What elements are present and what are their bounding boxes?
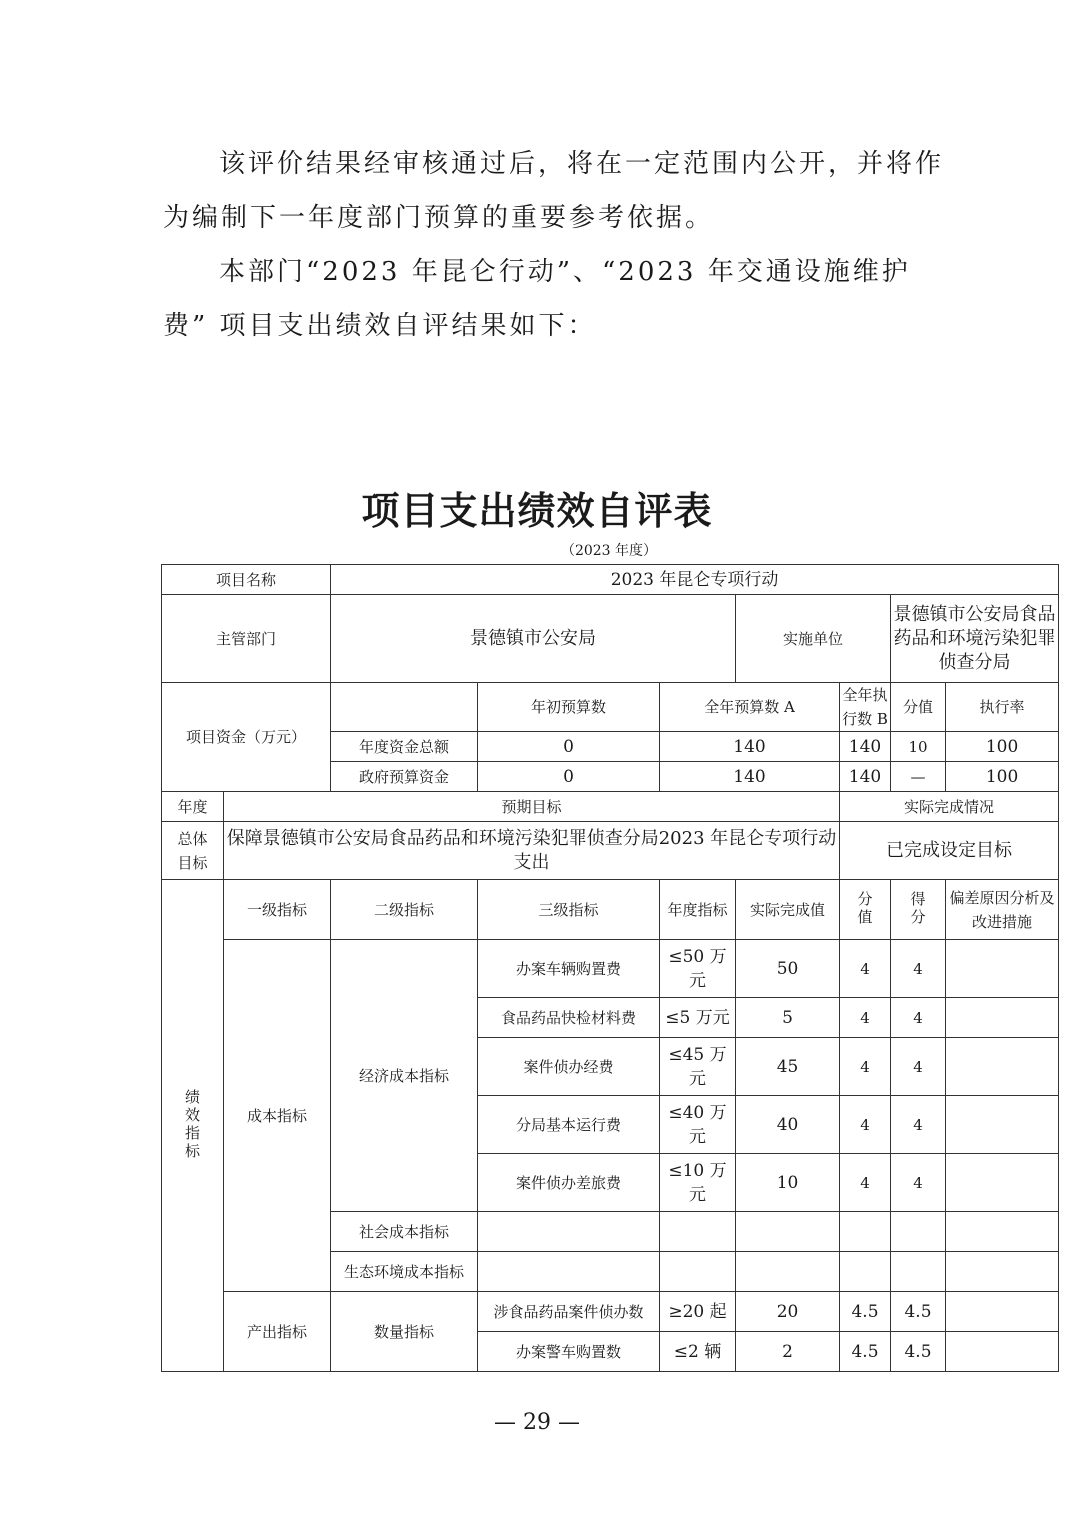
indicator-header: 一级指标 <box>224 880 331 940</box>
indicator-header: 三级指标 <box>478 880 660 940</box>
funds-header: 执行率 <box>946 683 1059 732</box>
empty-cell <box>840 1252 891 1292</box>
goal-label-a: 年度 <box>162 792 224 822</box>
funds-row-name: 年度资金总额 <box>331 732 478 762</box>
indicator-deviation <box>946 1332 1059 1372</box>
indicator-actual: 2 <box>736 1332 840 1372</box>
funds-header: 全年执行数 B <box>840 683 891 732</box>
empty-cell <box>478 1252 660 1292</box>
indicators-side-label-cell <box>162 880 224 1372</box>
indicator-name: 案件侦办经费 <box>478 1038 660 1096</box>
indicator-actual: 5 <box>736 998 840 1038</box>
funds-cell: 100 <box>946 762 1059 792</box>
eco-cost-l2: 生态环境成本指标 <box>331 1252 478 1292</box>
impl-unit-label: 实施单位 <box>736 595 891 683</box>
empty-cell <box>660 1212 736 1252</box>
indicator-deviation <box>946 998 1059 1038</box>
funds-label: 项目资金（万元） <box>162 683 331 792</box>
project-name: 2023 年昆仑专项行动 <box>331 565 1059 595</box>
indicator-name: 涉食品药品案件侦办数 <box>478 1292 660 1332</box>
empty-cell <box>736 1212 840 1252</box>
paragraph-1-line-2: 为编制下一年度部门预算的重要参考依据。 <box>163 203 715 233</box>
paragraph-2-line-2: 费” 项目支出绩效自评结果如下： <box>163 311 597 341</box>
indicator-header: 偏差原因分析及改进措施 <box>946 880 1059 940</box>
funds-header: 年初预算数 <box>478 683 660 732</box>
indicator-header: 分值 <box>857 890 873 926</box>
indicator-header: 年度指标 <box>660 880 736 940</box>
table-title: 项目支出绩效自评表 <box>361 489 713 533</box>
funds-cell: 100 <box>946 732 1059 762</box>
expected-goal-label: 预期目标 <box>224 792 840 822</box>
indicator-value: 4.5 <box>840 1332 891 1372</box>
indicator-value: 4 <box>840 1096 891 1154</box>
dept-label: 主管部门 <box>162 595 331 683</box>
funds-cell: 140 <box>840 732 891 762</box>
indicator-name: 办案车辆购置费 <box>478 940 660 998</box>
indicator-score: 4.5 <box>891 1292 946 1332</box>
indicator-value: 4 <box>840 940 891 998</box>
table-subtitle: （2023 年度） <box>560 543 658 559</box>
funds-row-name: 政府预算资金 <box>331 762 478 792</box>
project-name-label: 项目名称 <box>162 565 331 595</box>
indicator-value: 4 <box>840 998 891 1038</box>
indicator-header: 二级指标 <box>331 880 478 940</box>
social-cost-l2: 社会成本指标 <box>331 1212 478 1252</box>
indicator-target: ≤5 万元 <box>660 998 736 1038</box>
performance-table <box>161 564 1059 1372</box>
indicator-score: 4 <box>891 940 946 998</box>
goal-label-c: 目标 <box>177 853 208 872</box>
funds-cell: 0 <box>478 762 660 792</box>
indicator-header-cell <box>891 880 946 940</box>
indicator-name: 案件侦办差旅费 <box>478 1154 660 1212</box>
output-l1: 产出指标 <box>224 1292 331 1372</box>
indicator-actual: 20 <box>736 1292 840 1332</box>
cost-l1: 成本指标 <box>224 940 331 1292</box>
funds-cell: — <box>891 762 946 792</box>
indicator-actual: 10 <box>736 1154 840 1212</box>
quantity-l2: 数量指标 <box>331 1292 478 1372</box>
funds-cell: 10 <box>891 732 946 762</box>
indicator-deviation <box>946 1154 1059 1212</box>
empty-cell <box>891 1252 946 1292</box>
indicator-header-cell <box>840 880 891 940</box>
indicator-target: ≤50 万元 <box>660 940 736 998</box>
indicator-value: 4.5 <box>840 1292 891 1332</box>
empty-cell <box>478 1212 660 1252</box>
indicator-score: 4 <box>891 1154 946 1212</box>
dept-value: 景德镇市公安局 <box>331 595 736 683</box>
funds-header: 全年预算数 A <box>660 683 840 732</box>
indicator-target: ≤2 辆 <box>660 1332 736 1372</box>
empty-cell <box>946 1212 1059 1252</box>
impl-unit-value: 景德镇市公安局食品药品和环境污染犯罪侦查分局 <box>891 595 1059 683</box>
indicator-target: ≤10 万元 <box>660 1154 736 1212</box>
indicator-deviation <box>946 1292 1059 1332</box>
indicator-actual: 40 <box>736 1096 840 1154</box>
indicator-actual: 50 <box>736 940 840 998</box>
indicator-name: 分局基本运行费 <box>478 1096 660 1154</box>
economic-cost-l2: 经济成本指标 <box>331 940 478 1212</box>
indicator-name: 食品药品快检材料费 <box>478 998 660 1038</box>
indicator-score: 4 <box>891 1096 946 1154</box>
indicator-value: 4 <box>840 1154 891 1212</box>
page-number: — 29 — <box>494 1410 580 1435</box>
funds-header-blank <box>331 683 478 732</box>
indicator-target: ≤40 万元 <box>660 1096 736 1154</box>
indicator-actual: 45 <box>736 1038 840 1096</box>
paragraph-1-line-1: 该评价结果经审核通过后，将在一定范围内公开，并将作 <box>219 149 945 179</box>
empty-cell <box>736 1252 840 1292</box>
indicator-score: 4.5 <box>891 1332 946 1372</box>
actual-completion: 已完成设定目标 <box>840 822 1059 880</box>
empty-cell <box>660 1252 736 1292</box>
indicator-header: 得分 <box>910 890 926 926</box>
funds-cell: 0 <box>478 732 660 762</box>
indicator-value: 4 <box>840 1038 891 1096</box>
goal-label-bc <box>162 822 224 880</box>
indicator-target: ≤45 万元 <box>660 1038 736 1096</box>
indicator-score: 4 <box>891 998 946 1038</box>
indicator-deviation <box>946 940 1059 998</box>
funds-header: 分值 <box>891 683 946 732</box>
goal-label-b: 总体 <box>177 829 208 848</box>
empty-cell <box>840 1212 891 1252</box>
indicator-header: 实际完成值 <box>736 880 840 940</box>
indicator-score: 4 <box>891 1038 946 1096</box>
funds-cell: 140 <box>840 762 891 792</box>
indicator-target: ≥20 起 <box>660 1292 736 1332</box>
expected-goal: 保障景德镇市公安局食品药品和环境污染犯罪侦查分局2023 年昆仑专项行动支出 <box>224 822 840 880</box>
empty-cell <box>946 1252 1059 1292</box>
empty-cell <box>891 1212 946 1252</box>
indicator-deviation <box>946 1038 1059 1096</box>
paragraph-2-line-1: 本部门“2023 年昆仑行动”、“2023 年交通设施维护 <box>219 257 911 287</box>
indicator-deviation <box>946 1096 1059 1154</box>
indicators-side-label: 绩效指标 <box>184 1088 200 1160</box>
indicator-name: 办案警车购置数 <box>478 1332 660 1372</box>
funds-cell: 140 <box>660 732 840 762</box>
funds-cell: 140 <box>660 762 840 792</box>
actual-completion-label: 实际完成情况 <box>840 792 1059 822</box>
